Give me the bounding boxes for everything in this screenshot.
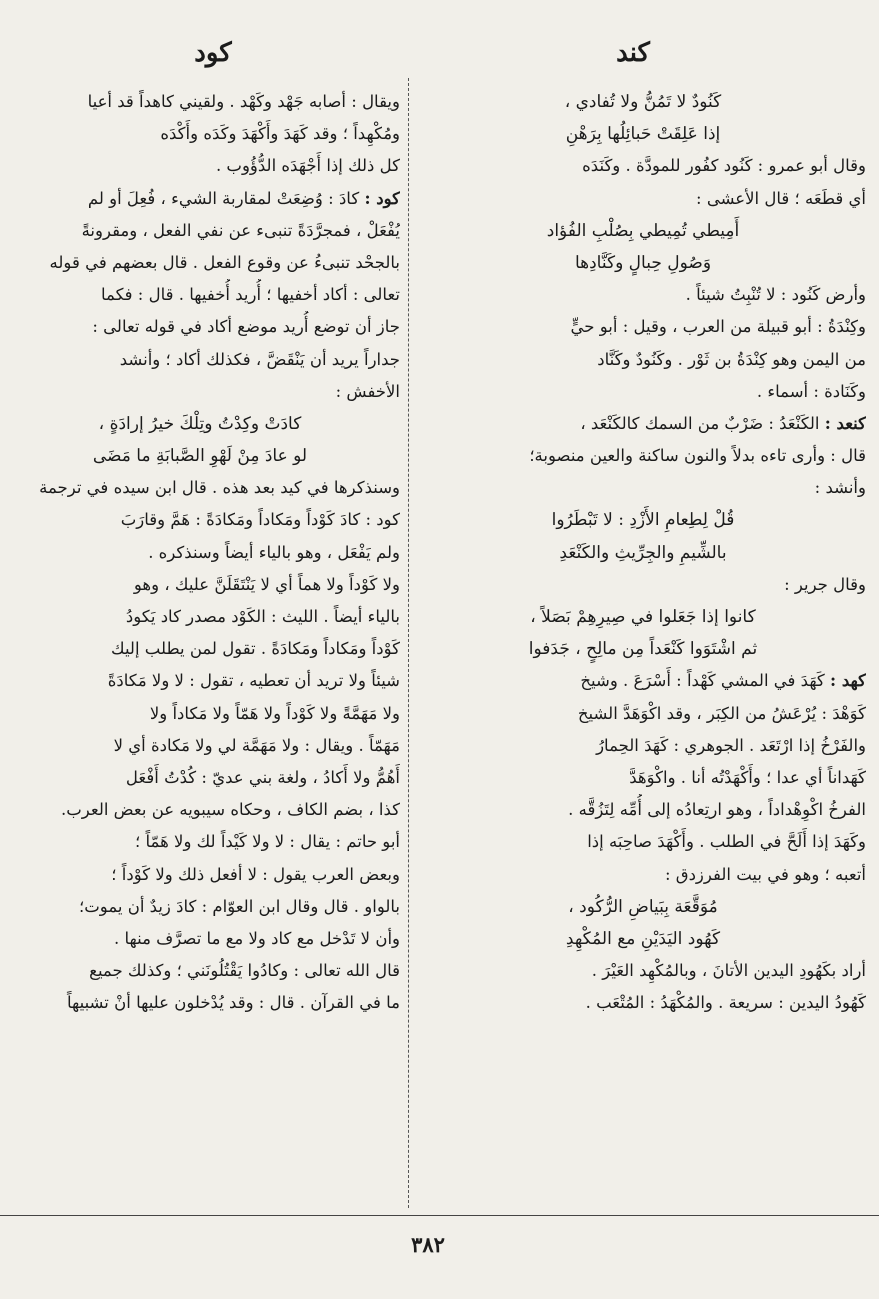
entry-text: كادَ : وُضِعَتْ لمقاربة الشيء ، فُعِلَ أو لم bbox=[87, 188, 365, 208]
text-line: الأخفش : bbox=[335, 381, 400, 401]
text-line: من اليمن وهو كِنْدَةُ بن ثَوْر . وكَنُودٌ وكَنَّاد bbox=[597, 349, 866, 369]
verse-line: ثم اشْتَوَوا كَنْعَداً مِن مالِحٍ ، جَدَفوا bbox=[528, 639, 758, 660]
text-line: أي قطَعَه ؛ قال الأعشى : bbox=[696, 188, 866, 208]
entry-line bbox=[0, 183, 400, 215]
text-line: بالياء أيضاً . الليث : الكَوْد مصدر كاد يَكودُ bbox=[125, 607, 400, 626]
text-line: وقال جرير : bbox=[784, 574, 866, 594]
verse-line: مُوَقَّعَة بِبَياضِ الرُّكُود ، bbox=[568, 896, 718, 917]
text-line: وأرض كَنُود : لا تُنْبِتُ شيئاً . bbox=[685, 285, 866, 305]
text-line: كَوْداً ومَكاداً ومَكادَةً . تقول لمن يطلب إليك bbox=[111, 639, 400, 659]
text-line: ولا مَهَمَّةً ولا كَوْداً ولا هَمّاً ولا مَكاداً ولا bbox=[149, 703, 400, 723]
text-line: يُفْعَلْ ، فمجرَّدَةً تنبىء عن نفي الفعل ، ومقرونةً bbox=[81, 220, 400, 240]
text-line: وأن لا تَدْخل مع كاد ولا مع ما تصرَّف منها . bbox=[114, 928, 400, 948]
entry-headword: كنعد : bbox=[824, 413, 866, 433]
text-line: وأنشد : bbox=[814, 478, 866, 498]
left-running-head: كود bbox=[194, 38, 232, 68]
entry-text: كَهَدَ في المشي كَهْداً : أَسْرَعَ . وشيخ bbox=[580, 671, 831, 691]
verse-line: كَنُودٌ لا تَمُنُّ ولا تُفادي ، bbox=[564, 92, 722, 112]
text-line: وقال أبو عمرو : كَنُود كفُور للمودَّة . وكَنَدَه bbox=[582, 156, 866, 176]
text-line: كَهَداناً أي عدا ؛ وأَكْهَدْتُه أنا . واكْوَهَدَّ bbox=[629, 767, 866, 787]
verse-line: قُلْ لِطِعامِ الأَزْدِ : لا تَبْطَرُوا bbox=[551, 510, 735, 531]
verse-line: كانوا إذا جَعَلوا في صِيرِهِمْ بَصَلاً ، bbox=[530, 607, 756, 627]
text-line: ومُكْهِداً ؛ وقد كَهَدَ وأَكْهَدَ وكَدَه وأَكْدَه bbox=[160, 124, 400, 144]
text-line: أراد بكَهُودِ اليدين الأتانَ ، وبالمُكْهِد العَيْرَ . bbox=[591, 961, 866, 981]
entry-text: الكَنْعَدُ : ضَرْبٌ من السمك كالكَنْعَد ، bbox=[580, 413, 825, 433]
right-running-head: كند bbox=[616, 38, 650, 68]
text-line: أتعبه ؛ وهو في بيت الفرزدق : bbox=[664, 864, 866, 884]
text-line: قال الله تعالى : وكادُوا يَقْتُلُونَني ؛ وكذلك جميع bbox=[89, 961, 400, 981]
text-line: وبعض العرب يقول : لا أفعل ذلك ولا كَوْداً ؛ bbox=[111, 864, 400, 884]
verse-line: وَصُولِ حِبالٍ وكَنَّادِها bbox=[574, 252, 712, 273]
text-line: أَهُمُّ ولا أَكادُ ، ولغة بني عديّ : كُدْتُ أَفْعَل bbox=[125, 767, 400, 787]
text-line: مَهَمّاً . ويقال : ولا مَهَمَّة لي ولا مَكادة أي لا bbox=[113, 735, 400, 755]
text-line: ولم يَفْعَل ، وهو بالياء أيضاً وسنذكره . bbox=[148, 542, 400, 562]
verse-line: إذا عَلِقَتْ حَبائِلُها بِرَهْنِ bbox=[565, 124, 721, 145]
text-line: ويقال : أصابه جَهْد وكَهْد . ولقيني كاهداً قد أعيا bbox=[87, 92, 400, 111]
text-line: شيئاً ولا تريد أن تعطيه ، تقول : لا ولا مَكادَةً bbox=[107, 671, 400, 691]
text-line: كَهُودُ اليدين : سريعة . والمُكْهَدُ : المُتْعَب . bbox=[585, 993, 866, 1013]
verse-line: كَهُود اليَدَيْنِ مع المُكْهِدِ bbox=[565, 928, 721, 949]
text-line: الفرخُ اكْوِهْداداً ، وهو ارتِعادُه إلى أُمِّه لِتَزُقَّه . bbox=[568, 800, 866, 820]
footer-rule bbox=[0, 1215, 879, 1216]
verse-line: كادَتْ وكِدْتُ وتِلْكَ خيرُ إرادَةٍ ، bbox=[98, 413, 302, 434]
text-line: وسنذكرها في كيد بعد هذه . قال ابن سيده في ترجمة bbox=[39, 478, 400, 498]
verse-line: بالشِّيمِ والجِرِّيثِ والكَنْعَدِ bbox=[559, 542, 727, 563]
page-number: ٣٨٢ bbox=[411, 1232, 445, 1257]
text-line: والفَرْخُ إذا ارْتَعَد . الجوهري : كَهَدَ الحِمارُ bbox=[596, 735, 866, 755]
text-line: تعالى : أكاد أخفيها ؛ أُريد أُخفيها . قال : فكما bbox=[101, 285, 400, 305]
text-line: قال : وأرى تاءه بدلاً والنون ساكنة والعين منصوبة؛ bbox=[529, 446, 866, 466]
text-line: كل ذلك إذا أَجْهَدَه الدُّؤُوب . bbox=[215, 156, 400, 176]
entry-line bbox=[420, 665, 866, 697]
text-line: وكَنَادة : أسماء . bbox=[756, 381, 866, 401]
text-line: كَوَهْدَ : يُرْعَشُ من الكِبَر ، وقد اكْوَهَدَّ الشيخ bbox=[577, 703, 866, 723]
right-column bbox=[420, 86, 866, 1019]
column-divider bbox=[408, 78, 409, 1208]
left-column bbox=[0, 86, 400, 1019]
text-line: كود : كادَ كَوْداً ومَكاداً ومَكادَةً : هَمَّ وقارَبَ bbox=[120, 510, 400, 530]
entry-headword: كود : bbox=[364, 188, 400, 208]
entry-headword: كهد : bbox=[830, 671, 866, 691]
text-line: جاز أن توضع أُريد موضع أكاد في قوله تعالى : bbox=[92, 317, 400, 337]
text-line: وكِنْدَةُ : أبو قبيلة من العرب ، وقيل : أبو حيٍّ bbox=[570, 317, 866, 337]
entry-line bbox=[420, 408, 866, 440]
text-line: جداراً يريد أن يَنْقَضَّ ، فكذلك أكاد ؛ وأنشد bbox=[119, 349, 400, 369]
text-line: ولا كَوْداً ولا هماً أي لا يَنْتَقَلَنَّ عليك ، وهو bbox=[133, 574, 400, 594]
text-line: أبو حاتم : يقال : لا ولا كَيْداً لك ولا هَمّاً ؛ bbox=[135, 832, 400, 852]
text-line: بالواو . قال وقال ابن العوّام : كادَ زيدٌ أن يموت؛ bbox=[79, 896, 400, 916]
text-line: كذا ، بضم الكاف ، وحكاه سيبويه عن بعض العرب. bbox=[60, 800, 400, 820]
text-line: ما في القرآن . قال : وقد يُدْخلون عليها أنْ تشبيهاً bbox=[66, 993, 400, 1013]
text-line: بالجحْد تنبىءُ عن وقوع الفعل . قال بعضهم في قوله bbox=[49, 252, 400, 272]
verse-line: لو عادَ مِنْ لَهْوِ الصَّبابَةِ ما مَضَى bbox=[92, 446, 308, 467]
verse-line: أَمِيطي تُمِيطي بِصُلْبِ الفُؤاد bbox=[546, 220, 740, 241]
text-line: وكَهَدَ إذا أَلَحَّ في الطلب . وأَكْهَدَ صاحِبَه إذا bbox=[587, 832, 866, 852]
